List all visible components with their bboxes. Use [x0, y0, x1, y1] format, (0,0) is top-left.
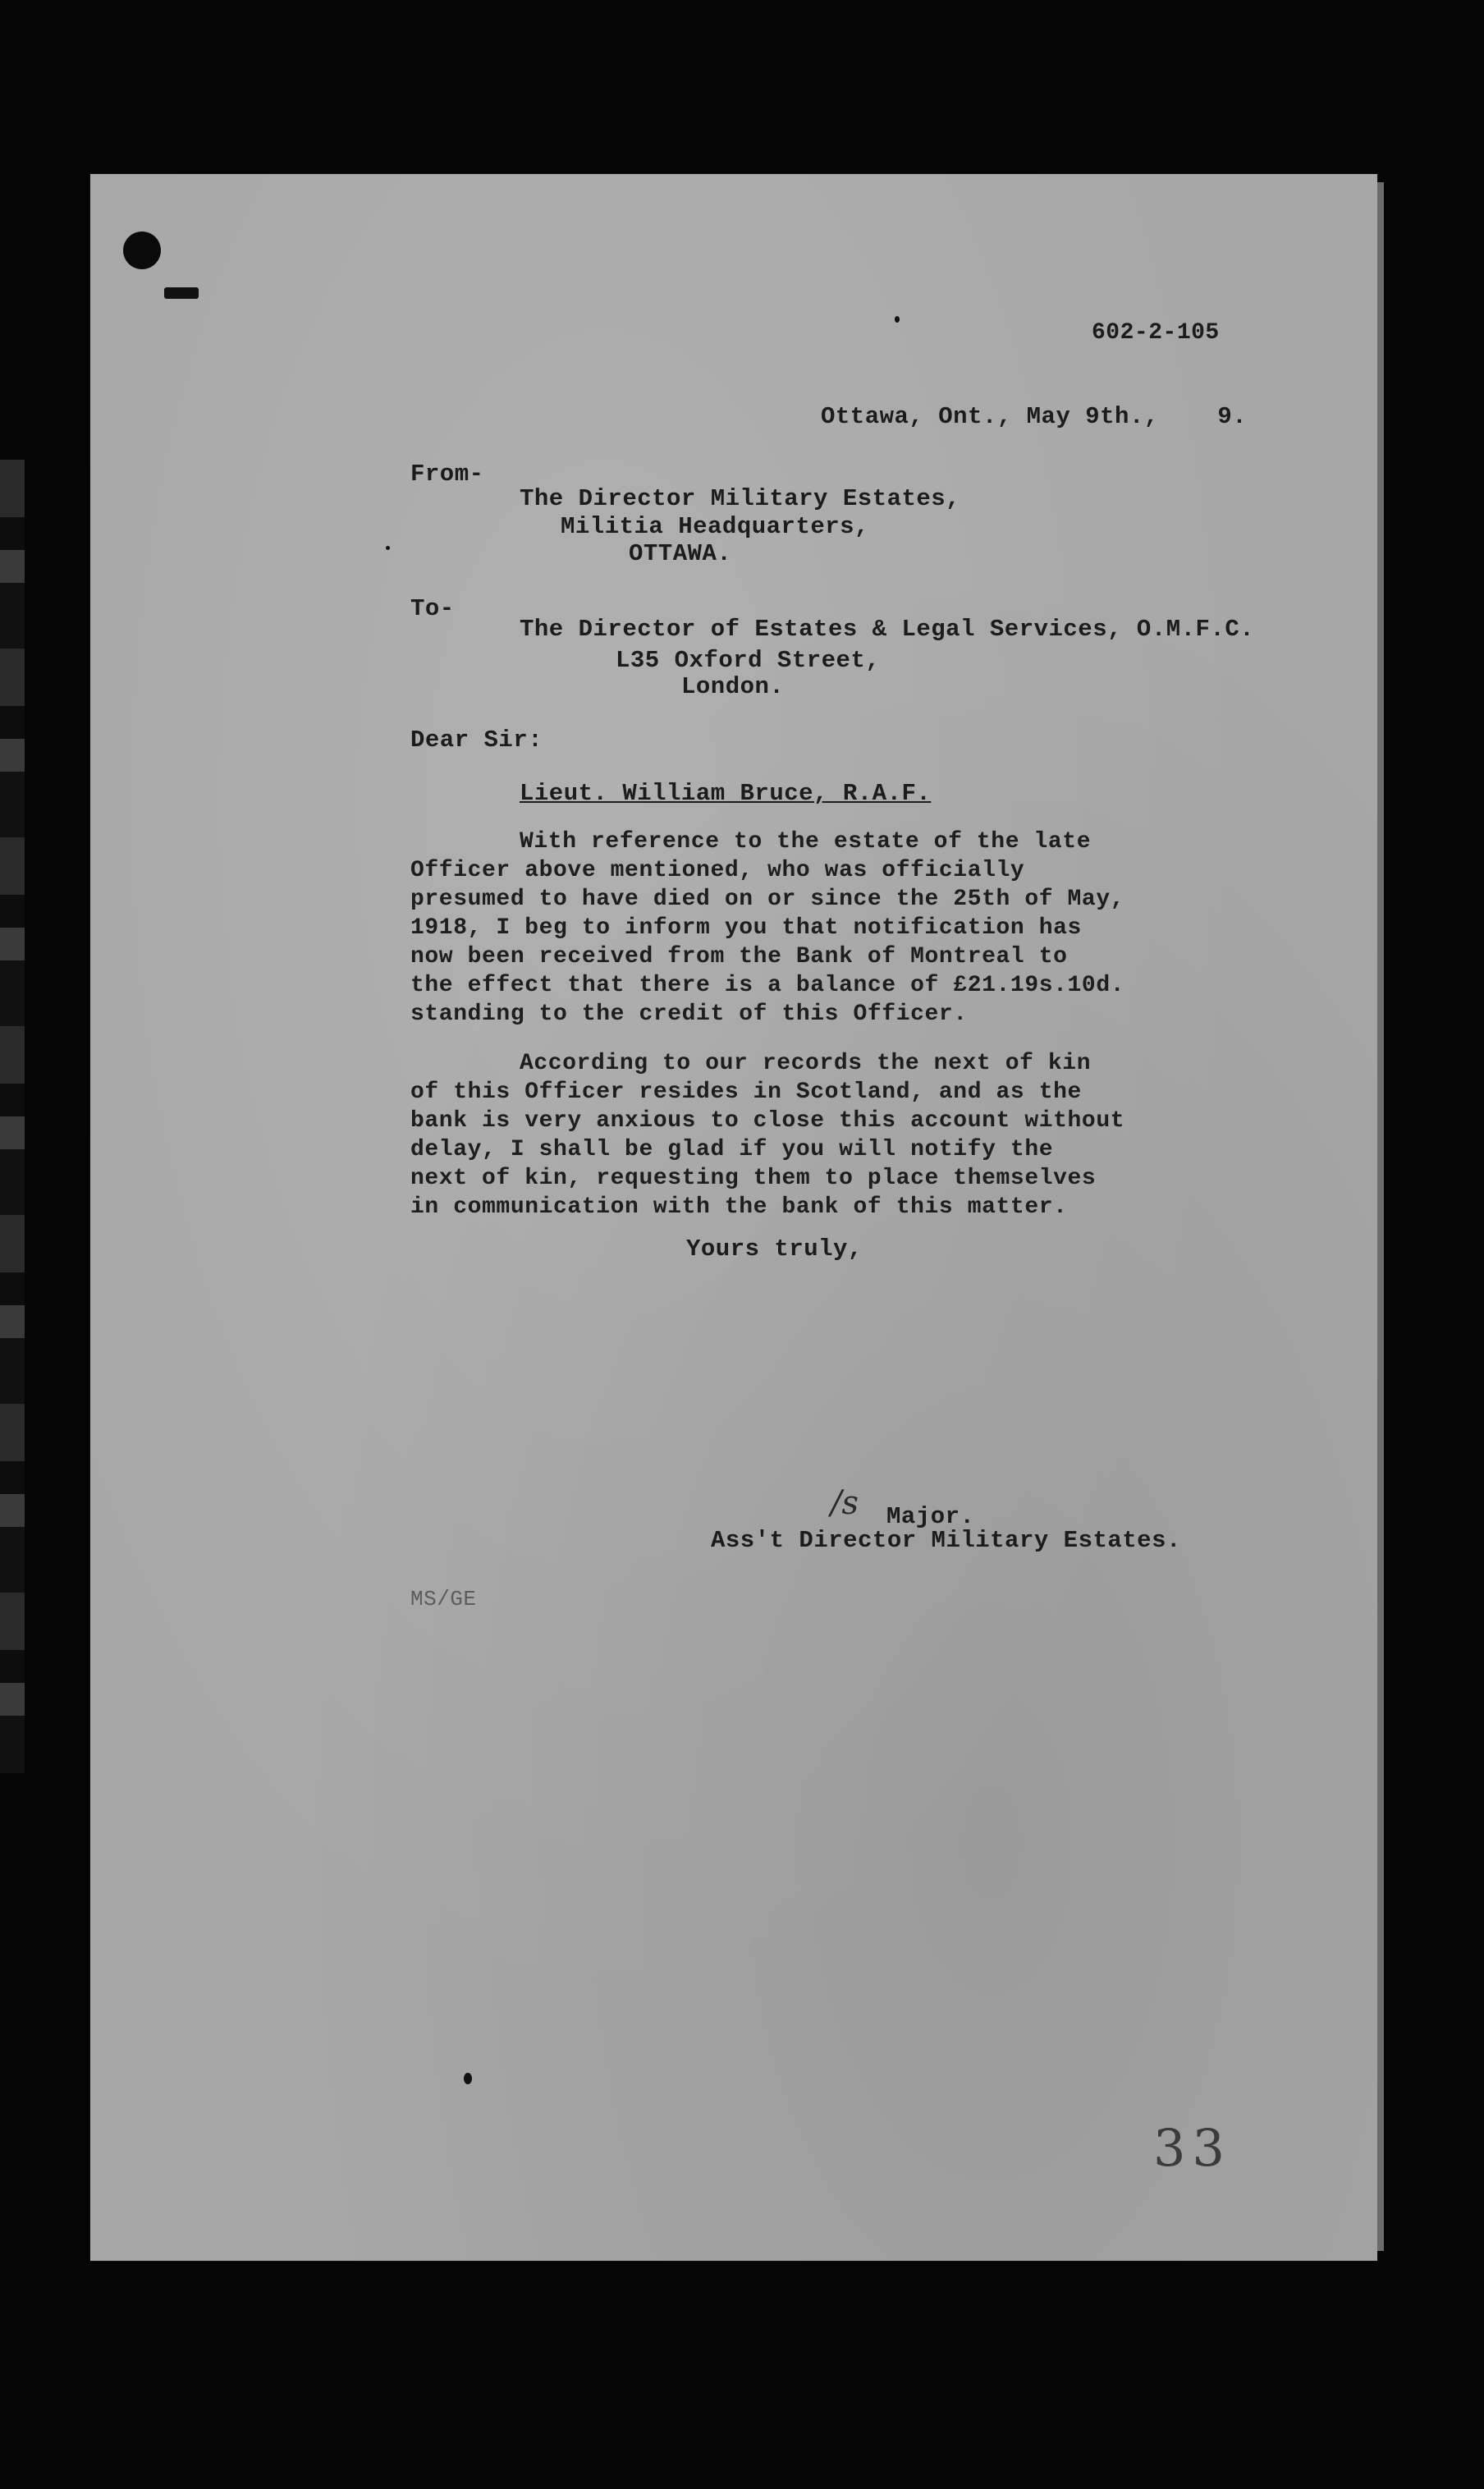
paragraph-2-line: According to our records the next of kin — [520, 1051, 1092, 1076]
paragraph-2-line: in communication with the bank of this matter. — [410, 1194, 1068, 1220]
stray-mark — [386, 546, 390, 550]
to-line-3: London. — [681, 673, 785, 700]
signature-initials: /s — [831, 1484, 859, 1522]
to-line-1: The Director of Estates & Legal Services, O.M.F.C. — [520, 616, 1255, 643]
signatory-title: Ass't Director Military Estates. — [711, 1527, 1181, 1554]
left-film-edge — [0, 460, 25, 1773]
paragraph-2-line: bank is very anxious to close this account without — [410, 1108, 1125, 1134]
to-label: To- — [410, 595, 455, 622]
from-label: From- — [410, 461, 484, 488]
from-line-1: The Director Military Estates, — [520, 485, 961, 512]
paragraph-2-line: of this Officer resides in Scotland, and as the — [410, 1079, 1082, 1105]
paragraph-2-line: next of kin, requesting them to place themselves — [410, 1166, 1097, 1191]
paragraph-1-line: presumed to have died on or since the 25th of May, — [410, 887, 1125, 912]
reference-initials: MS/GE — [410, 1587, 477, 1611]
paragraph-1-line: standing to the credit of this Officer. — [410, 1002, 968, 1027]
to-line-2: L35 Oxford Street, — [616, 647, 881, 674]
paragraph-1-line: now been received from the Bank of Montreal to — [410, 944, 1068, 969]
file-number: 602-2-105 — [1092, 320, 1220, 346]
handwritten-page-number: 33 — [1153, 2118, 1231, 2178]
subject-line: Lieut. William Bruce, R.A.F. — [520, 780, 932, 807]
signatory-rank: Major. — [886, 1503, 975, 1530]
punch-hole — [123, 231, 161, 269]
stray-mark — [464, 2073, 472, 2084]
clip-mark — [164, 287, 199, 299]
date-line: Ottawa, Ont., May 9th., 9. — [821, 403, 1248, 430]
salutation: Dear Sir: — [410, 727, 543, 754]
paragraph-1-line: With reference to the estate of the late — [520, 829, 1092, 855]
paragraph-2-line: delay, I shall be glad if you will notify the — [410, 1137, 1054, 1162]
from-line-3: OTTAWA. — [629, 540, 732, 567]
closing: Yours truly, — [686, 1235, 863, 1263]
paragraph-1-line: the effect that there is a balance of £21.19s.10d. — [410, 973, 1125, 998]
stray-mark — [895, 316, 900, 323]
from-line-2: Militia Headquarters, — [561, 513, 869, 540]
paragraph-1-line: Officer above mentioned, who was officially — [410, 858, 1025, 883]
paragraph-1-line: 1918, I beg to inform you that notification has — [410, 915, 1082, 941]
